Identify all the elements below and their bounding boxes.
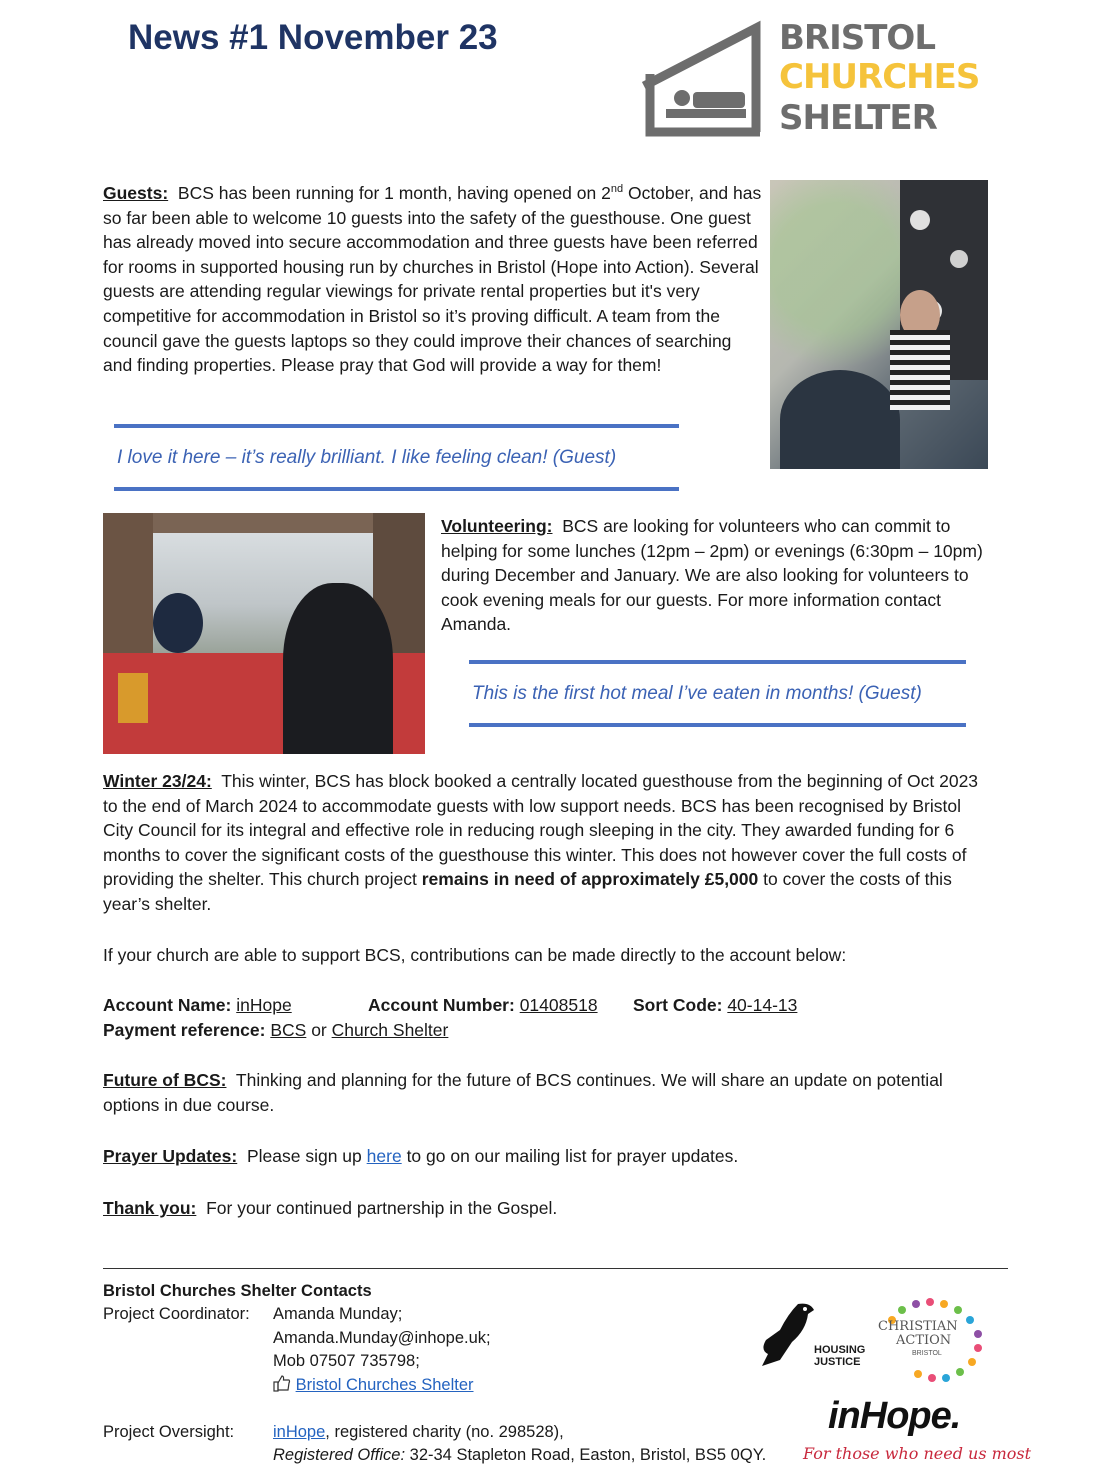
bird-hand-icon <box>758 1300 820 1370</box>
office-label: Registered Office: <box>273 1446 406 1464</box>
bank-details <box>103 993 993 1042</box>
logo-line-bristol: BRISTOL <box>779 18 935 58</box>
winter-paragraph <box>103 769 993 917</box>
prayer-signup-link[interactable]: here <box>366 1146 402 1166</box>
sort-code-label: Sort Code: <box>633 995 723 1015</box>
account-name-label: Account Name: <box>103 995 232 1015</box>
quote1-top-rule <box>114 424 679 428</box>
future-paragraph <box>103 1068 993 1117</box>
payment-reference-label: Payment reference: <box>103 1019 266 1040</box>
future-text: Thinking and planning for the future of BCS continues. We will share an update on potential options in due course. <box>103 1070 943 1115</box>
oversight-label: Project Oversight: <box>103 1423 235 1441</box>
prayer-text-b: to go on our mailing list for prayer updates. <box>406 1146 739 1166</box>
volunteering-text: BCS are looking for volunteers who can commit to helping for some lunches (12pm – 2pm) or evenings (6:30pm – 10pm) during December and January. We are also looking for volunteers to cook evening meals for our guests. For more information contact Amanda. <box>441 516 983 635</box>
logo-line-churches: CHURCHES <box>779 57 980 97</box>
prayer-heading: Prayer Updates: <box>103 1146 238 1166</box>
payment-reference-value-2: Church Shelter <box>331 1019 449 1040</box>
payment-reference-row <box>103 1018 993 1043</box>
account-number-label: Account Number: <box>368 995 515 1015</box>
prayer-text-a: Please sign up <box>246 1146 362 1166</box>
volunteering-paragraph <box>441 514 989 637</box>
guests-text-a: BCS has been running for 1 month, having opened on 2 <box>177 183 611 203</box>
contacts-heading: Bristol Churches Shelter Contacts <box>103 1282 372 1300</box>
thumbs-up-icon <box>273 1374 291 1392</box>
winter-bold: remains in need of approximately £5,000 <box>421 869 759 890</box>
office-text: 32-34 Stapleton Road, Easton, Bristol, BS5 0QY. <box>409 1446 767 1464</box>
page-title: News #1 November 23 <box>128 18 498 57</box>
winter-text-b: to cover the costs of this year’s shelter. <box>103 869 952 914</box>
guests-table-photo <box>103 513 425 754</box>
thanks-paragraph <box>103 1196 993 1221</box>
bcs-logo <box>636 20 986 138</box>
guests-text-b: October, and has so far been able to welcome 10 guests into the safety of the guesthouse. One guest has already moved into secure accommodation and three guests have been referred for rooms in supported housing run by churches in Bristol (Hope into Action). Several guests are attending regular viewings for private rental properties but it's very competitive for accommodation in Bristol so it’s proving difficult. A team from the council gave the guests laptops so they could improve their chances of searching and finding properties. Please pray that God will provide a way for them! <box>103 183 762 376</box>
payment-reference-or: or <box>311 1019 327 1040</box>
guests-sup: nd <box>610 183 624 196</box>
account-number-value: 01408518 <box>519 995 598 1015</box>
sort-code-row <box>633 993 797 1018</box>
christian-action-line1: CHRISTIAN <box>878 1319 958 1334</box>
oversight-row <box>273 1421 564 1445</box>
payment-reference-value-1: BCS <box>270 1019 307 1040</box>
coordinator-label: Project Coordinator: <box>103 1305 250 1323</box>
account-name-value: inHope <box>236 995 292 1015</box>
quote1-bottom-rule <box>114 487 679 491</box>
facebook-link[interactable]: Bristol Churches Shelter <box>295 1376 474 1394</box>
coordinator-email: Amanda.Munday@inhope.uk; <box>273 1329 491 1347</box>
guests-laptop-photo <box>770 180 988 469</box>
thanks-heading: Thank you: <box>103 1198 197 1218</box>
quote2-top-rule <box>469 660 966 664</box>
oversight-text: , registered charity (no. 298528), <box>325 1423 564 1441</box>
inhope-link[interactable]: inHope <box>273 1423 326 1441</box>
office-row <box>273 1444 766 1468</box>
christian-action-line2: ACTION <box>896 1333 952 1348</box>
quote-2: This is the first hot meal I’ve eaten in months! (Guest) <box>472 683 922 704</box>
sort-code-value: 40-14-13 <box>727 995 798 1015</box>
inhope-tagline: For those who need us most <box>803 1444 1032 1463</box>
inhope-logo: inHope. <box>828 1395 961 1437</box>
coordinator-mobile: Mob 07507 735798; <box>273 1352 420 1370</box>
guests-paragraph <box>103 181 763 378</box>
support-line: If your church are able to support BCS, contributions can be made directly to the account below: <box>103 945 847 965</box>
coordinator-name: Amanda Munday; <box>273 1305 403 1323</box>
guests-heading: Guests: <box>103 183 169 203</box>
future-heading: Future of BCS: <box>103 1070 227 1090</box>
housing-justice-logo <box>758 1300 878 1372</box>
account-number-row <box>368 993 598 1018</box>
account-name-row <box>103 993 292 1018</box>
quote2-bottom-rule <box>469 723 966 727</box>
facebook-row[interactable] <box>273 1374 474 1398</box>
winter-heading: Winter 23/24: <box>103 771 212 791</box>
christian-action-logo <box>872 1296 988 1382</box>
housing-justice-line1: HOUSING <box>814 1344 866 1356</box>
prayer-paragraph <box>103 1144 993 1169</box>
house-bed-icon <box>636 20 766 138</box>
housing-justice-line2: JUSTICE <box>814 1356 861 1368</box>
quote-1: I love it here – it’s really brilliant. I like feeling clean! (Guest) <box>117 447 617 468</box>
winter-text-a: This winter, BCS has block booked a centrally located guesthouse from the beginning of Oct 2023 to the end of March 2024 to accommodate guests with low support needs. BCS has been recognised by Bristol City Council for its integral and effective role in reducing rough sleeping in the city. They awarded funding for 6 months to cover the significant costs of the guesthouse this winter. This does not however cover the full costs of providing the shelter. This church project <box>103 771 979 890</box>
logo-line-shelter: SHELTER <box>779 98 937 138</box>
footer-divider <box>103 1268 1008 1269</box>
thanks-text: For your continued partnership in the Gospel. <box>206 1198 558 1218</box>
volunteering-heading: Volunteering: <box>441 516 553 536</box>
christian-action-line3: BRISTOL <box>912 1350 942 1357</box>
